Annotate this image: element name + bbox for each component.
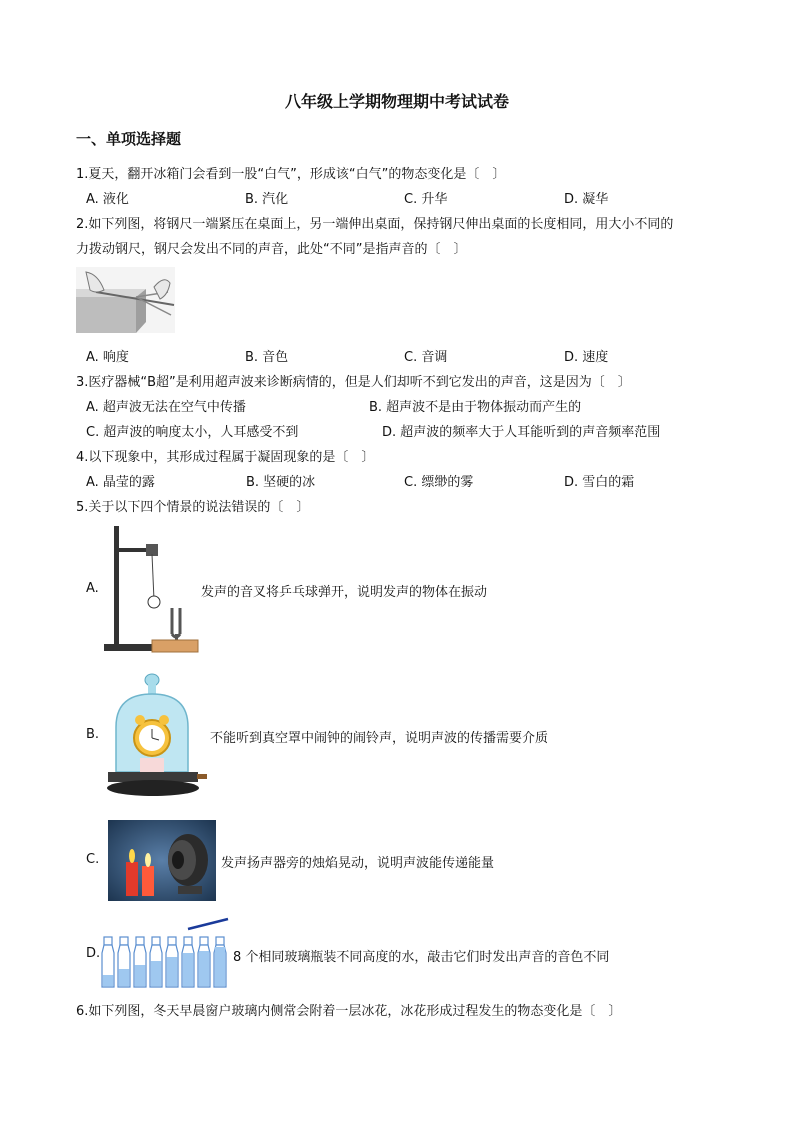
question-2-option-d: D. 速度 (564, 350, 609, 365)
question-3-option-a: A. 超声波无法在空气中传播 (86, 400, 246, 415)
alarm-clock-bell-jar-illustration (104, 672, 210, 800)
question-4-option-d: D. 雪白的霜 (564, 475, 635, 490)
question-5-text-a: 发声的音叉将乒乓球弹开，说明发声的物体在振动 (201, 585, 488, 600)
question-5-text-b: 不能听到真空罩中闹钟的闹铃声，说明声波的传播需要介质 (210, 731, 549, 746)
question-2-stem-line2: 力拨动钢尺，钢尺会发出不同的声音，此处“不同”是指声音的〔 〕 (76, 242, 467, 257)
ruler-on-table-illustration (76, 267, 175, 333)
question-5-label-b: B. (86, 727, 100, 742)
question-3-option-b: B. 超声波不是由于物体振动而产生的 (369, 400, 582, 415)
question-5-stem: 5.关于以下四个情景的说法错误的〔 〕 (76, 500, 310, 515)
question-4-option-a: A. 晶莹的露 (86, 475, 155, 490)
water-bottles-illustration (100, 917, 232, 989)
question-1-option-d: D. 凝华 (564, 192, 609, 207)
tuning-fork-pendulum-illustration (100, 524, 200, 654)
question-6-stem: 6.如下列图，冬天早晨窗户玻璃内侧常会附着一层冰花，冰花形成过程发生的物态变化是〔 〕 (76, 1004, 622, 1019)
question-2-option-a: A. 响度 (86, 350, 129, 365)
question-3-option-c: C. 超声波的响度太小，人耳感受不到 (86, 425, 299, 440)
question-2-option-b: B. 音色 (245, 350, 289, 365)
question-3-stem: 3.医疗器械“B超”是利用超声波来诊断病情的，但是人们却听不到它发出的声音，这是因为〔 〕 (76, 375, 631, 390)
question-5-text-d: 8 个相同玻璃瓶装不同高度的水，敲击它们时发出声音的音色不同 (233, 950, 610, 965)
question-1-stem: 1.夏天，翻开冰箱门会看到一股“白气”，形成该“白气”的物态变化是〔 〕 (76, 167, 506, 182)
question-2-stem-line1: 2.如下列图，将钢尺一端紧压在桌面上，另一端伸出桌面，保持钢尺伸出桌面的长度相同，用大小不同的 (76, 217, 674, 232)
question-5-label-c: C. (86, 852, 100, 867)
question-4-option-b: B. 坚硬的冰 (246, 475, 316, 490)
question-5-label-a: A. (86, 581, 99, 596)
question-1-option-b: B. 汽化 (245, 192, 289, 207)
speaker-candle-photo (108, 820, 216, 901)
question-5-label-d: D. (86, 946, 101, 961)
question-4-option-c: C. 缥缈的雾 (404, 475, 474, 490)
question-5-text-c: 发声扬声器旁的烛焰晃动，说明声波能传递能量 (221, 856, 495, 871)
question-3-option-d: D. 超声波的频率大于人耳能听到的声音频率范围 (382, 425, 661, 440)
question-1-option-a: A. 液化 (86, 192, 129, 207)
question-4-stem: 4.以下现象中，其形成过程属于凝固现象的是〔 〕 (76, 450, 375, 465)
question-1-option-c: C. 升华 (404, 192, 448, 207)
section-heading: 一、单项选择题 (76, 130, 182, 148)
question-2-option-c: C. 音调 (404, 350, 448, 365)
page-title: 八年级上学期物理期中考试试卷 (284, 92, 509, 111)
